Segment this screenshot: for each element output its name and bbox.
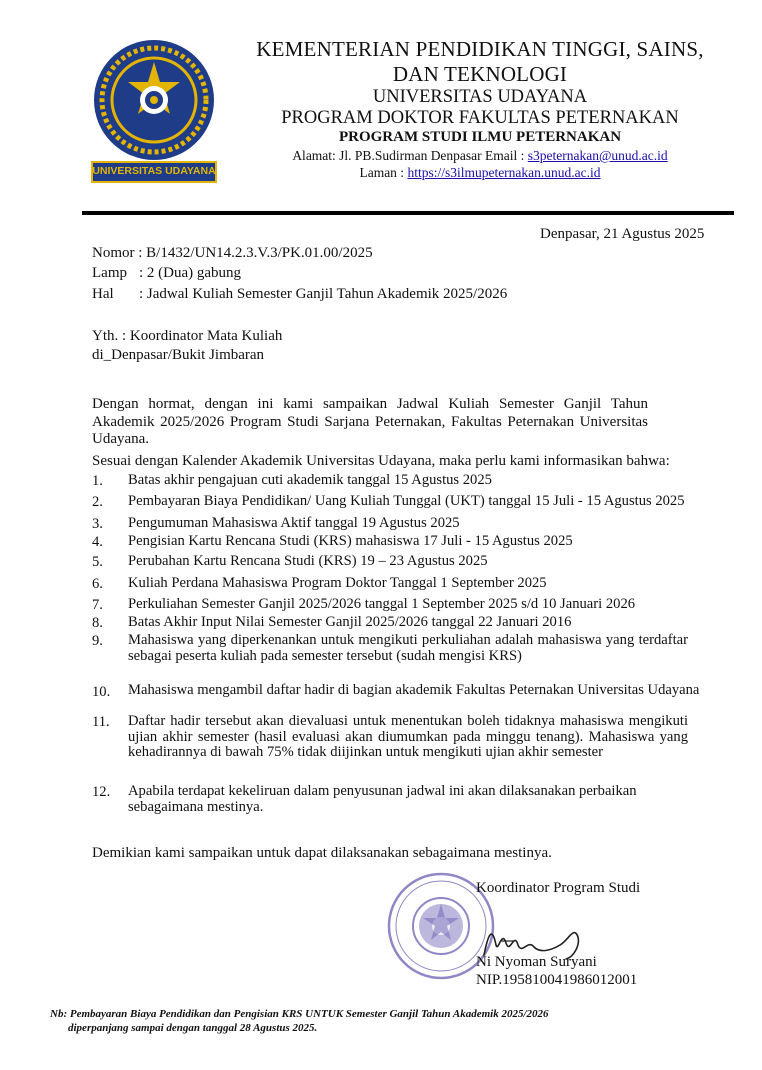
university-logo <box>90 38 218 184</box>
logo-label: UNIVERSITAS UDAYANA <box>92 165 216 177</box>
letterhead-university: UNIVERSITAS UDAYANA <box>372 87 588 107</box>
website-link[interactable]: https://s3ilmupeternakan.unud.ac.id <box>407 165 601 180</box>
nomor-value: : B/1432/UN14.2.3.V.3/PK.01.00/2025 <box>138 245 373 261</box>
hal-row <box>92 286 507 303</box>
footnote-line-1: Nb: Pembayaran Biaya Pendidikan dan Pengisian KRS UNTUK Semester Ganjil Tahun Akademik 2025/2026 <box>50 1008 549 1020</box>
item-number: 2. <box>92 494 103 510</box>
lamp-label: Lamp <box>92 265 127 281</box>
item-text: Mahasiswa yang diperkenankan untuk mengikuti perkuliahan adalah mahasiswa yang terdaftar sebagai peserta kuliah pada semester tersebut (sudah mengisi KRS) <box>128 632 688 664</box>
item-number: 6. <box>92 576 103 592</box>
item-number: 8. <box>92 615 103 631</box>
recipient-line-2: di_Denpasar/Bukit Jimbaran <box>92 347 265 363</box>
hal-value: : Jadwal Kuliah Semester Ganjil Tahun Akademik 2025/2026 <box>139 286 508 302</box>
item-number: 5. <box>92 554 103 570</box>
item-number: 7. <box>92 597 103 613</box>
item-number: 10. <box>92 684 111 700</box>
signatory-title: Koordinator Program Studi <box>476 880 641 896</box>
item-text: Batas akhir pengajuan cuti akademik tanggal 15 Agustus 2025 <box>128 472 492 488</box>
nomor-label: Nomor <box>92 245 135 261</box>
header-divider <box>82 211 734 215</box>
item-text: Perubahan Kartu Rencana Studi (KRS) 19 – 23 Agustus 2025 <box>128 553 488 569</box>
letterhead-address <box>240 149 720 163</box>
item-number: 11. <box>92 714 110 730</box>
footnote <box>50 1007 670 1035</box>
item-text: Perkuliahan Semester Ganjil 2025/2026 tanggal 1 September 2025 s/d 10 Januari 2026 <box>128 596 636 612</box>
item-text: Kuliah Perdana Mahasiswa Program Doktor Tanggal 1 September 2025 <box>128 575 547 591</box>
item-number: 4. <box>92 534 103 550</box>
lamp-row <box>92 265 241 282</box>
letter-date: Denpasar, 21 Agustus 2025 <box>540 226 705 242</box>
website-prefix: Laman : <box>359 165 408 180</box>
letterhead-website <box>240 166 720 180</box>
item-text: Mahasiswa mengambil daftar hadir di bagian akademik Fakultas Peternakan Universitas Udayana <box>128 682 700 698</box>
item-text: Pengumuman Mahasiswa Aktif tanggal 19 Agustus 2025 <box>128 515 460 531</box>
email-link[interactable]: s3peternakan@unud.ac.id <box>527 148 668 163</box>
opening-paragraph: Dengan hormat, dengan ini kami sampaikan Jadwal Kuliah Semester Ganjil Tahun Akademik 2025/2026 Program Studi Sarjana Peternakan, Fakultas Peternakan Universitas Udayana. <box>92 396 648 447</box>
item-text: Batas Akhir Input Nilai Semester Ganjil 2025/2026 tanggal 22 Januari 2016 <box>128 614 572 630</box>
item-text: Pengisian Kartu Rencana Studi (KRS) mahasiswa 17 Juli - 15 Agustus 2025 <box>128 533 573 549</box>
letterhead-ministry: KEMENTERIAN PENDIDIKAN TINGGI, SAINS, <box>256 37 704 61</box>
recipient-line-1: Yth. : Koordinator Mata Kuliah <box>92 328 283 344</box>
hal-label: Hal <box>92 286 114 302</box>
item-number: 12. <box>92 784 111 800</box>
signatory-nip: NIP.195810041986012001 <box>476 972 638 988</box>
signatory-name: Ni Nyoman Suryani <box>476 954 597 970</box>
nomor-row <box>92 245 373 262</box>
address-prefix: Alamat: Jl. PB.Sudirman Denpasar Email : <box>292 148 528 163</box>
closing-paragraph: Demikian kami sampaikan untuk dapat dilaksanakan sebagaimana mestinya. <box>92 845 552 861</box>
footnote-line-2: diperpanjang sampai dengan tanggal 28 Agustus 2025. <box>68 1022 318 1034</box>
item-number: 3. <box>92 516 103 532</box>
intro-paragraph: Sesuai dengan Kalender Akademik Universitas Udayana, maka perlu kami informasikan bahwa: <box>92 453 670 469</box>
lamp-value: : 2 (Dua) gabung <box>139 265 242 281</box>
item-text: Apabila terdapat kekeliruan dalam penyusunan jadwal ini akan dilaksanakan perbaikan sebagaimana mestinya. <box>128 783 637 815</box>
letterhead-program: PROGRAM STUDI ILMU PETERNAKAN <box>338 129 622 145</box>
letterhead-ministry-2: DAN TEKNOLOGI <box>392 62 568 86</box>
item-text: Daftar hadir tersebut akan dievaluasi untuk menentukan boleh tidaknya mahasiswa mengikuti ujian akhir semester (hasil evaluasi akan diumumkan pada minggu tenang). Mahasiswa yang kehadirannya di bawah 75% tidak diijinkan untuk mengikuti ujian akhir semester <box>128 713 688 760</box>
item-number: 9. <box>92 633 103 649</box>
letterhead-faculty: PROGRAM DOKTOR FAKULTAS PETERNAKAN <box>281 108 679 128</box>
item-number: 1. <box>92 473 103 489</box>
item-text: Pembayaran Biaya Pendidikan/ Uang Kuliah Tunggal (UKT) tanggal 15 Juli - 15 Agustus 2025 <box>128 493 685 509</box>
